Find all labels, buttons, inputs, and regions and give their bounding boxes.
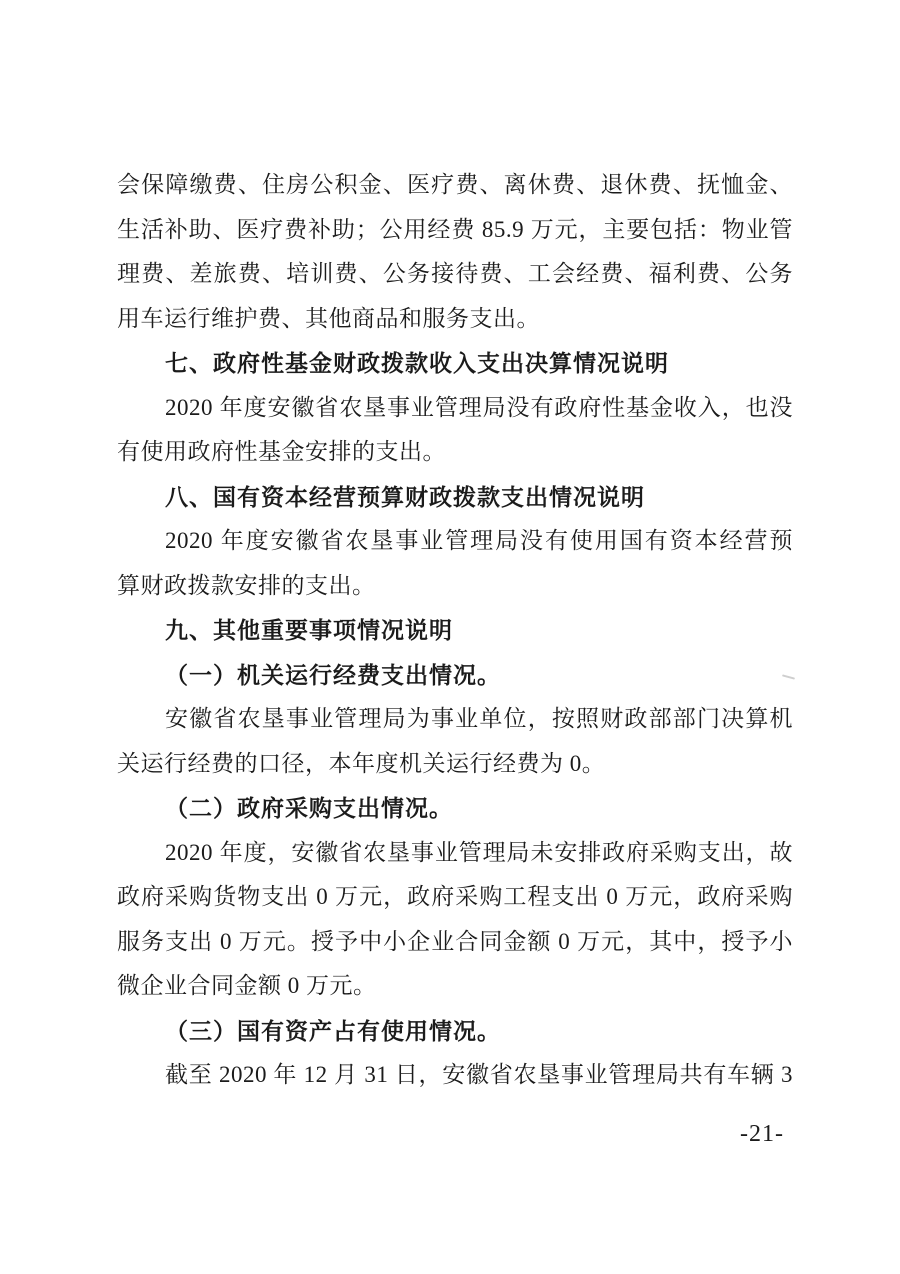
text-line: 2020 年度安徽省农垦事业管理局没有使用国有资本经营预 xyxy=(165,528,793,553)
text-line: 有使用政府性基金安排的支出。 xyxy=(117,439,446,464)
text-line: 关运行经费的口径，本年度机关运行经费为 0。 xyxy=(117,750,606,776)
heading-line: （二）政府采购支出情况。 xyxy=(165,795,453,821)
heading-line: 七、政府性基金财政拨款收入支出决算情况说明 xyxy=(165,350,669,376)
page-number: -21- xyxy=(740,1121,784,1147)
heading-line: 八、国有资本经营预算财政拨款支出情况说明 xyxy=(165,483,645,510)
text-line: 政府采购货物支出 0 万元，政府采购工程支出 0 万元，政府采购 xyxy=(117,884,793,909)
text-line: 会保障缴费、住房公积金、医疗费、离休费、退休费、抚恤金、 xyxy=(117,172,793,197)
text-line: 2020 年度，安徽省农垦事业管理局未安排政府采购支出，故 xyxy=(165,839,793,865)
text-line: 截至 2020 年 12 月 31 日，安徽省农垦事业管理局共有车辆 3 xyxy=(165,1062,793,1087)
document-lines xyxy=(117,163,793,1098)
text-line: 服务支出 0 万元。授予中小企业合同金额 0 万元，其中，授予小 xyxy=(117,928,793,954)
text-line: 理费、差旅费、培训费、公务接待费、工会经费、福利费、公务 xyxy=(117,261,793,286)
heading-line: （一）机关运行经费支出情况。 xyxy=(165,661,501,688)
text-line: 生活补助、医疗费补助；公用经费 85.9 万元，主要包括：物业管 xyxy=(117,216,793,242)
heading-line: （三）国有资产占有使用情况。 xyxy=(165,1017,501,1044)
heading-line: 九、其他重要事项情况说明 xyxy=(165,617,453,643)
text-line: 微企业合同金额 0 万元。 xyxy=(117,973,377,998)
text-line: 算财政拨款安排的支出。 xyxy=(117,572,376,598)
text-line: 用车运行维护费、其他商品和服务支出。 xyxy=(117,305,540,331)
text-line: 2020 年度安徽省农垦事业管理局没有政府性基金收入，也没 xyxy=(165,394,793,420)
text-line: 安徽省农垦事业管理局为事业单位，按照财政部部门决算机 xyxy=(165,706,793,731)
